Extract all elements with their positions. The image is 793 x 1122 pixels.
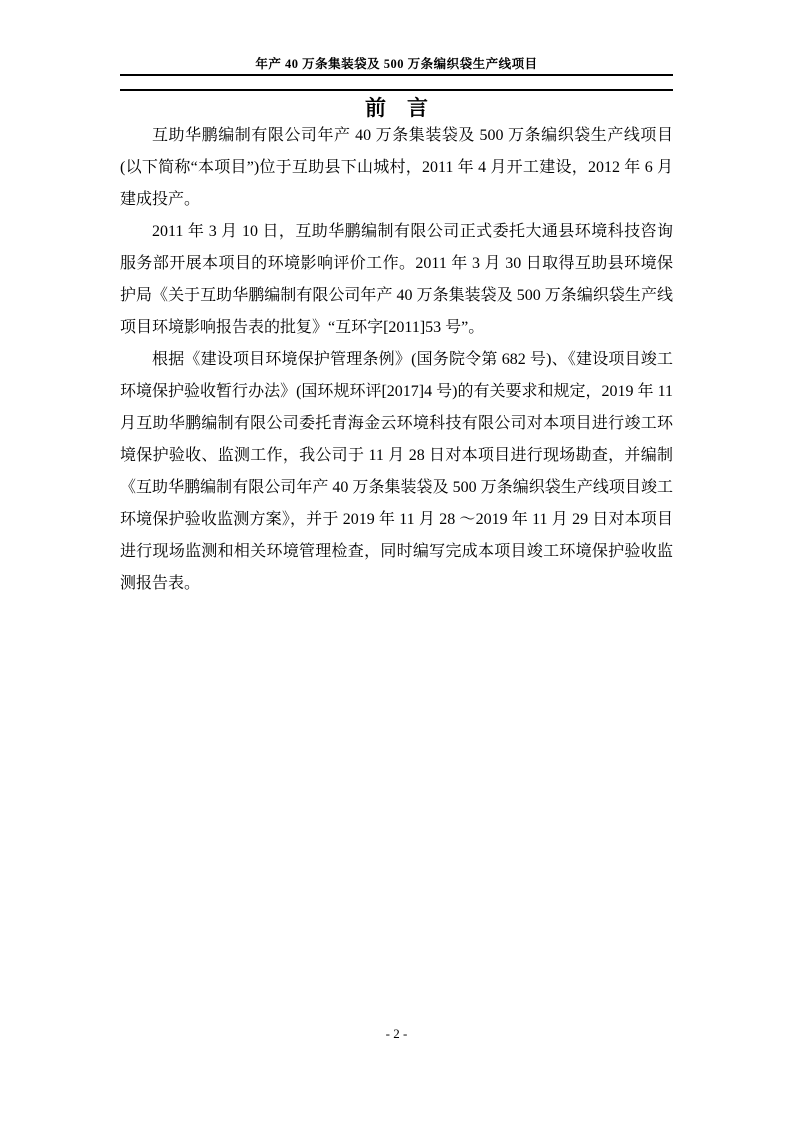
page-number: - 2 - bbox=[385, 1026, 408, 1041]
page-header-title: 年产 40 万条集装袋及 500 万条编织袋生产线项目 bbox=[255, 57, 538, 71]
header-rule-bottom bbox=[120, 89, 673, 91]
paragraph-project-intro: 互助华鹏编制有限公司年产 40 万条集装袋及 500 万条编织袋生产线项目(以下简称“本项目”)位于互助县下山城村，2011 年 4 月开工建设，2012 年 6 月建成投产。 bbox=[120, 127, 673, 208]
document-body bbox=[120, 120, 673, 600]
paragraph-acceptance-monitoring: 根据《建设项目环境保护管理条例》(国务院令第 682 号)、《建设项目竣工环境保护验收暂行办法》(国环规环评[2017]4 号)的有关要求和规定，2019 年 11 月互助华鹏编制有限公司委托青海金云环境科技有限公司对本项目进行竣工环境保护验收、监测工作，我公司于 11 月 28 日对本项目进行现场勘查，并编制《互助华鹏编制有限公司年产 40 万条集装袋及 500 万条编织袋生产线项目竣工环境保护验收监测方案》，并于 2019 年 11 月 28 ～2019 年 11 月 29 日对本项目进行现场监测和相关环境管理检查，同时编写完成本项目竣工环境保护验收监测报告表。 bbox=[120, 351, 673, 592]
paragraph-eia-approval: 2011 年 3 月 10 日，互助华鹏编制有限公司正式委托大通县环境科技咨询服务部开展本项目的环境影响评价工作。2011 年 3 月 30 日取得互助县环境保护局《关于互助华鹏编制有限公司年产 40 万条集装袋及 500 万条编织袋生产线项目环境影响报告表的批复》“互环字[2011]53 号”。 bbox=[120, 223, 673, 336]
header-rule-top bbox=[120, 74, 673, 76]
section-title: 前 言 bbox=[365, 96, 428, 120]
